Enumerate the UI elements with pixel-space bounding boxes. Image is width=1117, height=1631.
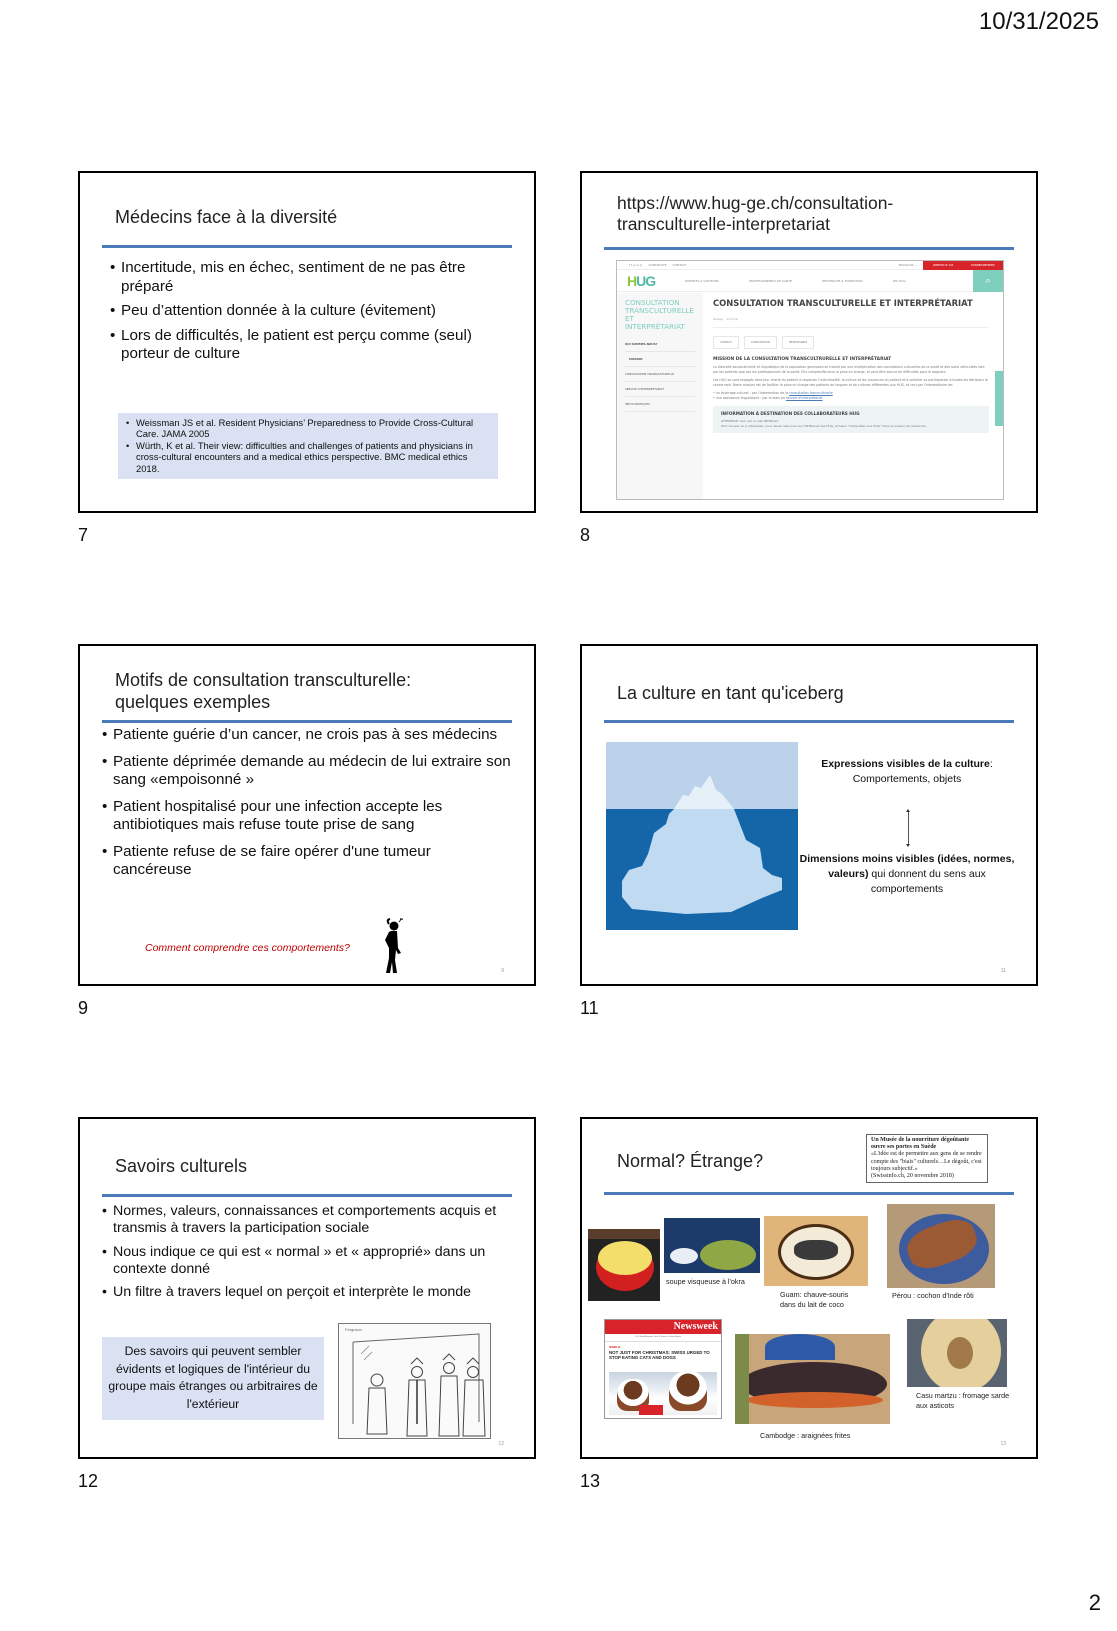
title-line: transculturelle-interpretariat xyxy=(617,214,831,234)
press-source: (Swissinfo.ch, 20 novembre 2018) xyxy=(871,1172,954,1179)
title-rule xyxy=(604,1192,1014,1195)
slide-number-label: 12 xyxy=(78,1471,99,1491)
info-text: ATTENTION: Ceci est un site INTERnet. xyxy=(721,419,779,424)
website-tab: CONSULTATION xyxy=(744,336,777,349)
slide-number-label: 8 xyxy=(580,525,591,545)
bullet-item: • Patiente refuse de se faire opérer d'une tumeur cancéreuse xyxy=(102,843,512,880)
cartoon-image xyxy=(338,1323,491,1439)
title-rule xyxy=(102,1194,512,1197)
cartoon-signature: Ferguson xyxy=(345,1327,362,1332)
slide-title: La culture en tant qu'iceberg xyxy=(617,683,844,703)
paragraph: La diversité socioculturelle et linguistique de la population genevoise se traduit par une multiplication des conceptions culturelles de la santé et des soins véhiculées tant par les patients que par les professionnels de la santé. Elle complexifie ainsi la prise en charge, et peut être source de difficultés pour le soignant. xyxy=(713,365,985,374)
social-icons: f t g in ◎ xyxy=(629,263,643,267)
bullet-item: • Patient hospitalisé pour une infection accepte les antibiotiques mais refuse toute prise de sang xyxy=(102,798,512,835)
search-icon: ⌕ xyxy=(973,270,1003,292)
red-action-buttons xyxy=(923,261,1003,270)
bullet-list xyxy=(102,726,512,886)
bullet-item: • Incertitude, mis en échec, sentiment de ne pas être préparé xyxy=(110,259,512,296)
floating-toolbar xyxy=(995,371,1003,426)
list-text: une assistance linguistique : par le biais du xyxy=(715,395,786,400)
share-row xyxy=(713,318,989,328)
header-date: 10/31/2025 xyxy=(978,8,1099,35)
slide-13[interactable] xyxy=(580,1117,1038,1459)
slide-footer-number: 13 xyxy=(1000,1441,1006,1447)
slide-title: Normal? Étrange? xyxy=(617,1151,764,1171)
link: consultation transculturelle xyxy=(789,390,833,395)
slide-8[interactable] xyxy=(580,171,1038,513)
reference-item: • Würth, K et al. Their view: difficulties and challenges of patients and physicians in cross-cultural encounters and a medical ethics perspective. BMC medical ethics 2018. xyxy=(126,440,490,474)
newsweek-logo: Newsweek xyxy=(673,1321,718,1332)
website-screenshot xyxy=(616,260,1004,500)
red-button: APPELER LE 144 xyxy=(932,264,954,267)
guinea-pig-image xyxy=(887,1204,995,1288)
section-heading: MISSION DE LA CONSULTATION TRANSCULTRURELLE ET INTERPRÉTARIAT xyxy=(713,357,892,362)
list-text: un éclairage culturel : par l'intervention de la xyxy=(715,390,790,395)
fondue-image xyxy=(588,1229,660,1301)
image-caption: Guam: chauve-souris dans du lait de coco xyxy=(780,1290,849,1310)
bullet-item: • Patiente guérie d’un cancer, ne crois pas à ses médecins xyxy=(102,726,512,745)
info-box xyxy=(713,406,989,433)
colon: : xyxy=(989,758,993,770)
newsweek-bar xyxy=(605,1320,721,1334)
slide-7[interactable] xyxy=(78,171,536,513)
red-button: DONNER/PRENDRE xyxy=(971,264,995,267)
info-heading: INFORMATION À DESTINATION DES COLLABORATEURS HUG xyxy=(721,411,860,417)
sidebar-item: CONSULTATION TRANSCULTURELLE xyxy=(625,367,695,382)
website-tab: CONTACT xyxy=(713,336,739,349)
nav-item: LES HUG xyxy=(892,278,906,283)
slide-title: Savoirs culturels xyxy=(115,1156,248,1176)
double-arrow-icon xyxy=(908,811,909,845)
image-caption: soupe visqueuse à l'okra xyxy=(666,1277,745,1286)
cartoon-drawing xyxy=(339,1324,492,1440)
bullet-item: • Normes, valeurs, connaissances et comportements acquis et transmis à travers la participation sociale xyxy=(102,1203,512,1238)
sidebar-item: QUI SOMMES-NOUS? xyxy=(625,337,695,352)
hidden-text: qui donnent du sens aux comportements xyxy=(868,868,986,896)
question-text: Comment comprendre ces comportements? xyxy=(145,942,350,954)
slide-12[interactable] xyxy=(78,1117,536,1459)
title-rule xyxy=(102,245,512,248)
bullet-item: • Un filtre à travers lequel on perçoit et interprète le monde xyxy=(102,1284,512,1301)
newsweek-headline: NOT JUST FOR CHRISTMAS: SWISS URGED TO STOP EATING CATS AND DOGS xyxy=(609,1350,710,1360)
slide-footer-number: 11 xyxy=(1000,968,1006,974)
website-tabs xyxy=(713,336,989,349)
fried-spiders-image xyxy=(735,1334,890,1424)
share-link: Partager xyxy=(713,318,724,321)
website-nav xyxy=(617,270,1003,292)
bullet-list xyxy=(102,1203,512,1308)
nav-item: PATIENTS & VISITEURS xyxy=(685,278,720,283)
nav-item: PROFESSIONNELS DE SANTÉ xyxy=(749,278,793,283)
website-main xyxy=(713,293,989,499)
title-rule xyxy=(102,720,512,723)
language-select: FRANÇAIS ⌄ xyxy=(898,263,917,267)
references-box xyxy=(118,413,498,479)
sidebar-item: INFOS PRATIQUES xyxy=(625,397,695,412)
newsweek-article-image xyxy=(604,1319,722,1419)
thinking-person-icon xyxy=(380,918,408,974)
reference-item: • Weissman JS et al. Resident Physicians’ Preparedness to Provide Cross-Cultural Care. JAMA 2005 xyxy=(126,417,490,440)
title-line: Motifs de consultation transculturelle: xyxy=(115,670,412,690)
iceberg-illustration xyxy=(606,742,798,930)
press-quote-box xyxy=(866,1134,988,1183)
bullet-list xyxy=(110,259,512,370)
image-caption: Pérou : cochon d'Inde rôti xyxy=(892,1291,974,1300)
press-quote: «L'idée est de permettre aux gens de se rendre compte des "biais" culturels…Le dégoût, c'est toujours subjectif.» xyxy=(871,1151,982,1172)
slide-11[interactable] xyxy=(580,644,1038,986)
bullet-item: • Nous indique ce qui est « normal » et « approprié» dans un contexte donné xyxy=(102,1244,512,1279)
hug-logo: HUG xyxy=(627,272,656,289)
topbar-link: CONTACT xyxy=(672,263,687,267)
bat-soup-image xyxy=(764,1216,868,1286)
hidden-dimensions xyxy=(797,852,1017,898)
info-text: Pour trouver un·e interprète, vous devez retourner sur l'INTRAnet des HUG, et taper "interprètes aux HUG" dans le moteur de recherche. xyxy=(721,423,927,428)
slide-number-label: 7 xyxy=(78,525,89,545)
dog xyxy=(669,1371,707,1411)
title-rule xyxy=(604,720,1014,723)
visible-expressions xyxy=(797,757,1017,787)
nav-item: RECHERCHE & FORMATION xyxy=(822,278,863,283)
slide-title: Médecins face à la diversité xyxy=(115,207,338,227)
newsweek-section: WORLD xyxy=(609,1345,621,1349)
print-link: Imprimer xyxy=(726,318,739,321)
bullet-item: • Patiente déprimée demande au médecin de lui extraire son sang «empoisonné » xyxy=(102,753,512,790)
bullet-item: • Lors de difficultés, le patient est perçu comme (seul) porteur de culture xyxy=(110,327,512,364)
title-rule xyxy=(604,247,1014,250)
paragraph: Les HUG se sont engagés dans leur charte du patient à respecter l'individualité, la culture et les croyances du patient et à solliciter sa participation à toutes les décisions le concernant. Notre mission est de faciliter la prise en charge des patients de langues et de cultures différentes aux HUG, et ceci par l'intermédiaire de: xyxy=(713,377,988,387)
mission-list: • un éclairage culturel : par l'intervention de la consultation transculturelle • une assistance linguistique : par le biais du service d'interprétariat xyxy=(713,390,833,400)
okra-soup-image xyxy=(664,1218,760,1273)
visible-text: Comportements, objets xyxy=(852,773,962,786)
sidebar-title: CONSULTATION TRANSCULTURELLE ET INTERPRÉTARIAT xyxy=(625,298,694,331)
hidden-heading: Dimensions moins visibles (idées, normes, valeurs) xyxy=(799,853,1015,881)
casu-marzu-image xyxy=(907,1319,1007,1387)
slide-footer-number: 9 xyxy=(501,968,504,974)
slide-title xyxy=(617,193,893,235)
topbar-link: CONTRASTE xyxy=(648,263,667,267)
website-tab: RESPONSABLE xyxy=(782,336,814,349)
website-topbar xyxy=(617,261,1003,270)
slide-number-label: 11 xyxy=(580,998,599,1018)
dogs-photo xyxy=(609,1372,717,1415)
slide-footer-number: 12 xyxy=(498,1441,504,1447)
page-number: 2 xyxy=(1088,1590,1101,1615)
image-caption: Casu martzu : fromage sarde aux asticots xyxy=(916,1391,1010,1411)
title-line: quelques exemples xyxy=(115,691,271,712)
bullet-item: • Peu d’attention donnée à la culture (évitement) xyxy=(110,302,512,321)
title-line: https://www.hug-ge.ch/consultation- xyxy=(617,193,894,213)
sidebar-item: SERVICE D'INTERPRÉTARIAT xyxy=(625,382,695,397)
website-sidebar xyxy=(617,293,703,499)
press-headline: Un Musée de la nourriture dégoûtante ouvre ses portes en Suède xyxy=(871,1137,970,1151)
slide-title xyxy=(115,670,411,713)
link: service d'interprétariat xyxy=(785,395,823,400)
callout-box: Des savoirs qui peuvent sembler évidents et logiques de l'intérieur du groupe mais étranges ou arbitraires de l'extérieur xyxy=(102,1337,324,1420)
image-caption: Cambodge : araignées frites xyxy=(760,1431,851,1440)
slide-number-label: 13 xyxy=(580,1471,601,1491)
website-heading: CONSULTATION TRANSCULTURELLE ET INTERPRÉTARIAT xyxy=(713,298,973,308)
sidebar-item: MISSION xyxy=(625,352,695,367)
newsweek-menu: U.S. World Business Tech & Science Culture Sports xyxy=(605,1334,721,1342)
slide-number-label: 9 xyxy=(78,998,89,1018)
slide-9[interactable] xyxy=(78,644,536,986)
visible-heading: Expressions visibles de la culture xyxy=(821,758,990,770)
